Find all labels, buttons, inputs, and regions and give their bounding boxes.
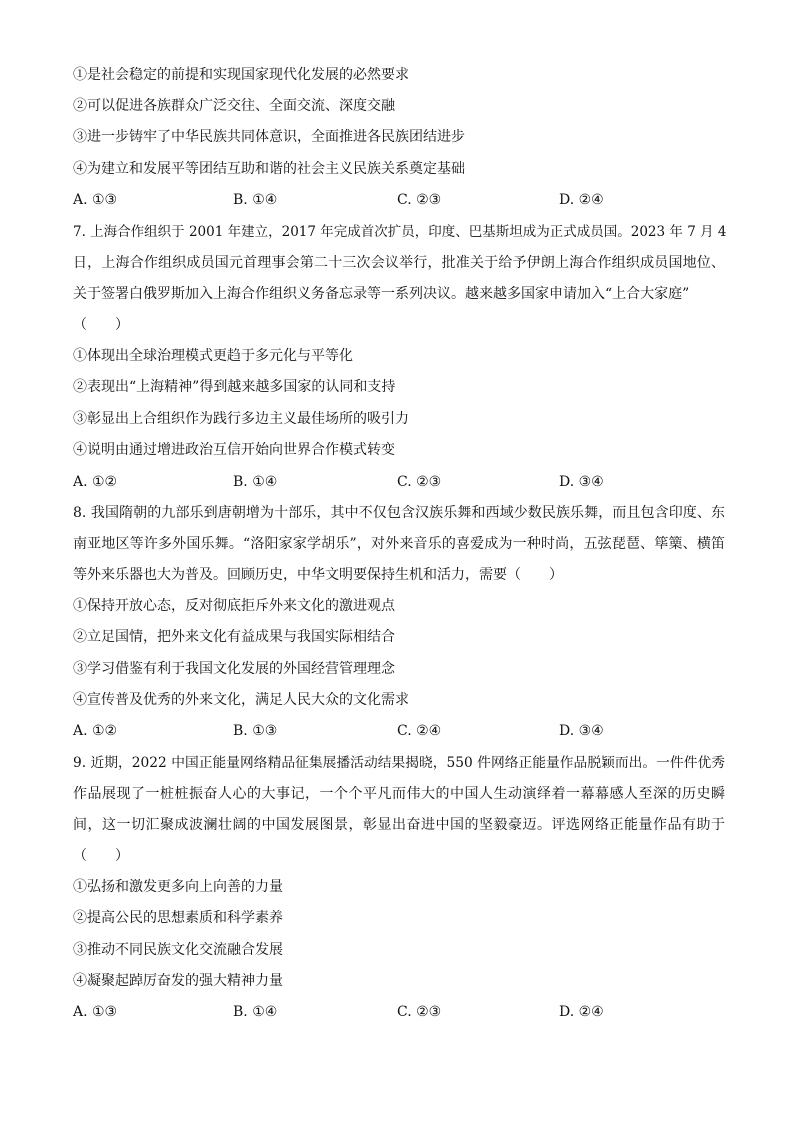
q7-stem-line-3: 关于签署白俄罗斯加入上海合作组织义务备忘录等一系列决议。越来越多国家申请加入“上合大家庭” <box>73 286 690 302</box>
q6-option-a: A. ①③ <box>73 192 118 208</box>
q9-stem-line-3: 间，这一切汇聚成波澜壮阔的中国发展图景，彰显出奋进中国的坚毅豪迈。评选网络正能量作品有助于 <box>73 817 725 833</box>
q7-option-c: C. ②③ <box>397 474 442 490</box>
q9-answer-blank: （ ） <box>73 848 129 864</box>
q7-statement-3: ③彰显出上合组织作为践行多边主义最佳场所的吸引力 <box>73 411 409 427</box>
q7-option-b: B. ①④ <box>233 474 278 490</box>
q9-stem-line-1: 9. 近期，2022 中国正能量网络精品征集展播活动结果揭晓，550 件网络正能量作品脱颖而出。一件件优秀 <box>73 755 725 771</box>
q7-stem-line-1: 7. 上海合作组织于 2001 年建立，2017 年完成首次扩员，印度、巴基斯坦成为正式成员国。2023 年 7 月 4 <box>73 224 727 240</box>
q6-statement-4: ④为建立和发展平等团结互助和谐的社会主义民族关系奠定基础 <box>73 161 465 177</box>
q8-statement-4: ④宣传普及优秀的外来文化，满足人民大众的文化需求 <box>73 692 409 708</box>
q9-stem-line-2: 作品展现了一桩桩振奋人心的大事记，一个个平凡而伟大的中国人生动演绎着一幕幕感人至深的历史瞬 <box>73 786 725 802</box>
q7-stem-line-2: 日，上海合作组织成员国元首理事会第二十三次会议举行，批准关于给予伊朗上海合作组织成员国地位、 <box>73 255 725 271</box>
q8-statement-3: ③学习借鉴有利于我国文化发展的外国经营管理理念 <box>73 661 395 677</box>
q8-stem-line-2: 南亚地区等许多外国乐舞。“洛阳家家学胡乐”，对外来音乐的喜爱成为一种时尚，五弦琵琶、筚篥、横笛 <box>73 536 725 552</box>
q7-answer-blank: （ ） <box>73 317 129 333</box>
q9-option-a: A. ①③ <box>73 1004 118 1020</box>
q7-statement-4: ④说明由通过增进政治互信开始向世界合作模式转变 <box>73 442 395 458</box>
q6-option-b: B. ①④ <box>233 192 278 208</box>
q7-option-d: D. ③④ <box>559 474 604 490</box>
q9-statement-4: ④凝聚起踔厉奋发的强大精神力量 <box>73 973 283 989</box>
q8-stem-line-1: 8. 我国隋朝的九部乐到唐朝增为十部乐，其中不仅包含汉族乐舞和西域少数民族乐舞，而且包含印度、东 <box>73 505 725 521</box>
q9-option-d: D. ②④ <box>559 1004 604 1020</box>
q6-statement-2: ②可以促进各族群众广泛交往、全面交流、深度交融 <box>73 98 395 114</box>
q7-statement-1: ①体现出全球治理模式更趋于多元化与平等化 <box>73 348 353 364</box>
q9-statement-1: ①弘扬和激发更多向上向善的力量 <box>73 879 283 895</box>
q6-option-c: C. ②③ <box>397 192 442 208</box>
q8-stem-line-3: 等外来乐器也大为普及。回顾历史，中华文明要保持生机和活力，需要（ ） <box>73 567 563 583</box>
q6-option-d: D. ②④ <box>559 192 604 208</box>
q7-statement-2: ②表现出“上海精神”得到越来越多国家的认同和支持 <box>73 379 396 395</box>
q6-statement-1: ①是社会稳定的前提和实现国家现代化发展的必然要求 <box>73 67 409 83</box>
q9-option-b: B. ①④ <box>233 1004 278 1020</box>
q9-statement-3: ③推动不同民族文化交流融合发展 <box>73 942 283 958</box>
q8-option-d: D. ③④ <box>559 723 604 739</box>
q9-option-c: C. ②③ <box>397 1004 442 1020</box>
q8-option-a: A. ①② <box>73 723 118 739</box>
q8-statement-1: ①保持开放心态，反对彻底拒斥外来文化的激进观点 <box>73 598 395 614</box>
q9-statement-2: ②提高公民的思想素质和科学素养 <box>73 910 283 926</box>
q6-statement-3: ③进一步铸牢了中华民族共同体意识，全面推进各民族团结进步 <box>73 129 465 145</box>
q7-option-a: A. ①② <box>73 474 118 490</box>
q8-statement-2: ②立足国情，把外来文化有益成果与我国实际相结合 <box>73 629 395 645</box>
q8-option-b: B. ①③ <box>233 723 278 739</box>
q8-option-c: C. ②④ <box>397 723 442 739</box>
